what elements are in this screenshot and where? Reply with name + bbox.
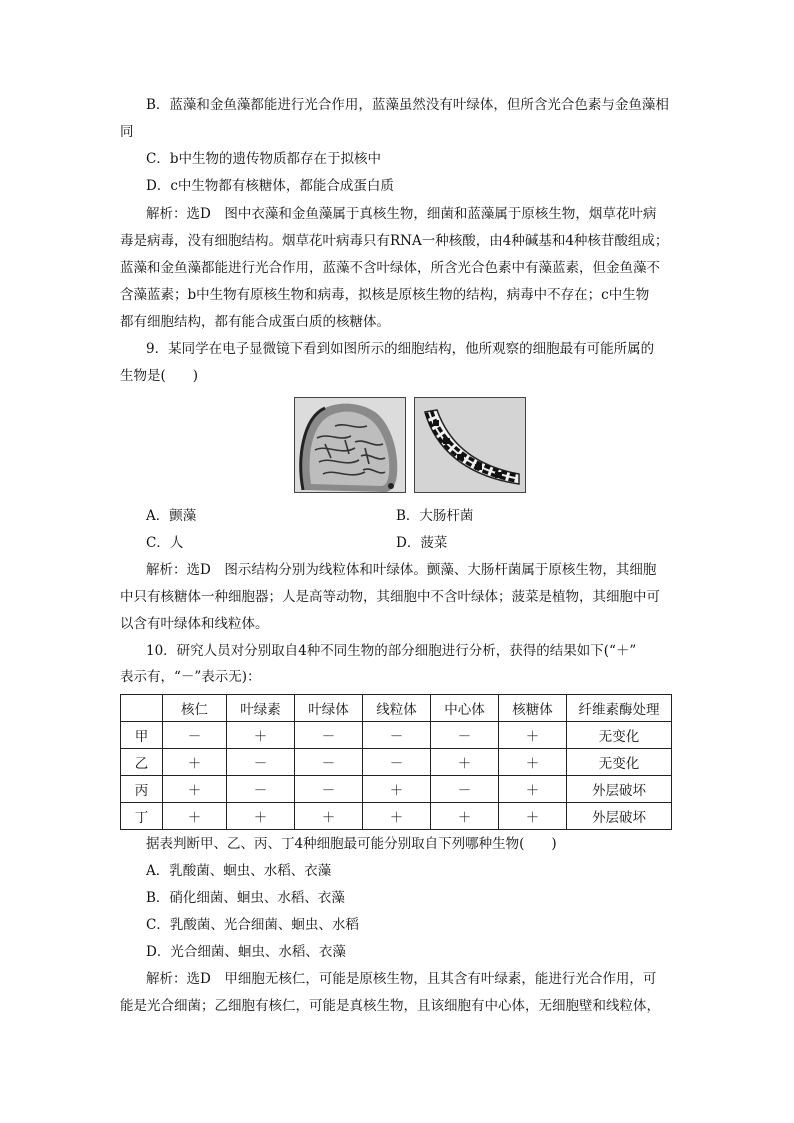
table-cell: 丙 [121,776,163,803]
q9-option-c: C．人 [146,535,184,551]
table-cell: ＋ [363,776,431,803]
q10-option-a: A．乳酸菌、蛔虫、水稻、衣藻 [146,863,332,879]
table-cell: 甲 [121,722,163,749]
q8-analysis-line: 毒是病毒，没有细胞结构。烟草花叶病毒只有RNA一种核酸，由4种碱基和4种核苷酸组成； [120,233,669,249]
table-header: 中心体 [431,695,499,722]
table-cell: － [431,776,499,803]
q8-option-c: C．b中生物的遗传物质都存在于拟核中 [146,151,381,167]
q10-analysis-line: 解析：选D 甲细胞无核仁，可能是原核生物，且其含有叶绿素，能进行光合作用，可 [146,971,657,987]
table-row [121,749,672,776]
chloroplast-micrograph [414,397,526,493]
table-cell: ＋ [431,803,499,830]
q8-option-d: D．c中生物都有核糖体，都能合成蛋白质 [146,178,394,194]
table-header: 叶绿体 [295,695,363,722]
table-row [121,722,672,749]
table-cell: － [363,722,431,749]
table-cell: ＋ [363,803,431,830]
table-cell: 外层破坏 [567,803,672,830]
q9-stem-line2: 生物是( ) [120,368,199,384]
q9-stem-line1: 9．某同学在电子显微镜下看到如图所示的细胞结构，他所观察的细胞最有可能所属的 [146,341,655,357]
q9-analysis-line: 以含有叶绿体和线粒体。 [120,616,269,632]
q8-analysis-line: 都有细胞结构，都有能合成蛋白质的核糖体。 [120,314,390,330]
table-cell: － [227,749,295,776]
table-cell: ＋ [295,803,363,830]
table-header: 线粒体 [363,695,431,722]
table-cell: ＋ [163,803,227,830]
table-cell: ＋ [499,749,567,776]
table-cell: － [227,776,295,803]
q9-analysis-line: 中只有核糖体一种细胞器；人是高等动物，其细胞中不含叶绿体；菠菜是植物，其细胞中可 [120,589,660,605]
q9-analysis-line: 解析：选D 图示结构分别为线粒体和叶绿体。颤藻、大肠杆菌属于原核生物，其细胞 [146,562,657,578]
table-header: 核仁 [163,695,227,722]
table-header [121,695,163,722]
table-cell: ＋ [499,803,567,830]
q8-analysis-line: 解析：选D 图中衣藻和金鱼藻属于真核生物，细菌和蓝藻属于原核生物，烟草花叶病 [146,206,657,222]
table-cell: ＋ [163,776,227,803]
q10-analysis-line: 能是光合细菌；乙细胞有核仁，可能是真核生物，且该细胞有中心体，无细胞壁和线粒体， [120,998,660,1014]
table-cell: 乙 [121,749,163,776]
q10-stem-line1: 10．研究人员对分别取自4种不同生物的部分细胞进行分析，获得的结果如下(“＋” [146,643,637,659]
mitochondrion-micrograph [294,397,406,493]
table-cell: 外层破坏 [567,776,672,803]
q10-option-c: C．乳酸菌、光合细菌、蛔虫、水稻 [146,917,359,933]
q9-option-b: B．大肠杆菌 [396,508,474,524]
table-cell: － [295,749,363,776]
table-cell: － [363,749,431,776]
q9-option-a: A．颤藻 [146,508,197,524]
table-cell: ＋ [163,749,227,776]
q10-option-b: B．硝化细菌、蛔虫、水稻、衣藻 [146,890,345,906]
table-cell: 丁 [121,803,163,830]
q8-analysis-line: 含藻蓝素；b中生物有原核生物和病毒，拟核是原核生物的结构，病毒中不存在；c中生物 [120,287,650,303]
q10-option-d: D．光合细菌、蛔虫、水稻、衣藻 [146,944,346,960]
table-cell: 无变化 [567,749,672,776]
table-header: 叶绿素 [227,695,295,722]
table-header-row [121,695,672,722]
q8-option-b-line2: 同 [120,124,134,140]
q10-question: 据表判断甲、乙、丙、丁4种细胞最可能分别取自下列哪种生物( ) [146,836,557,852]
q10-stem-line2: 表示有，“－”表示无)： [120,669,261,685]
table-cell: － [163,722,227,749]
table-row [121,776,672,803]
table-cell: ＋ [227,722,295,749]
table-header: 纤维素酶处理 [567,695,672,722]
table-header: 核糖体 [499,695,567,722]
q9-option-d: D．菠菜 [396,535,448,551]
table-cell: ＋ [499,776,567,803]
table-cell: － [295,722,363,749]
q8-analysis-line: 蓝藻和金鱼藻都能进行光合作用，蓝藻不含叶绿体，所含光合色素中有藻蓝素，但金鱼藻不 [120,260,660,276]
table-cell: ＋ [499,722,567,749]
table-cell: 无变化 [567,722,672,749]
table-cell: － [431,722,499,749]
table-cell: ＋ [431,749,499,776]
q8-option-b-line1: B．蓝藻和金鱼藻都能进行光合作用，蓝藻虽然没有叶绿体，但所含光合色素与金鱼藻相 [146,97,669,113]
table-cell: － [295,776,363,803]
table-row [121,803,672,830]
table-cell: ＋ [227,803,295,830]
cell-analysis-table [120,694,672,830]
